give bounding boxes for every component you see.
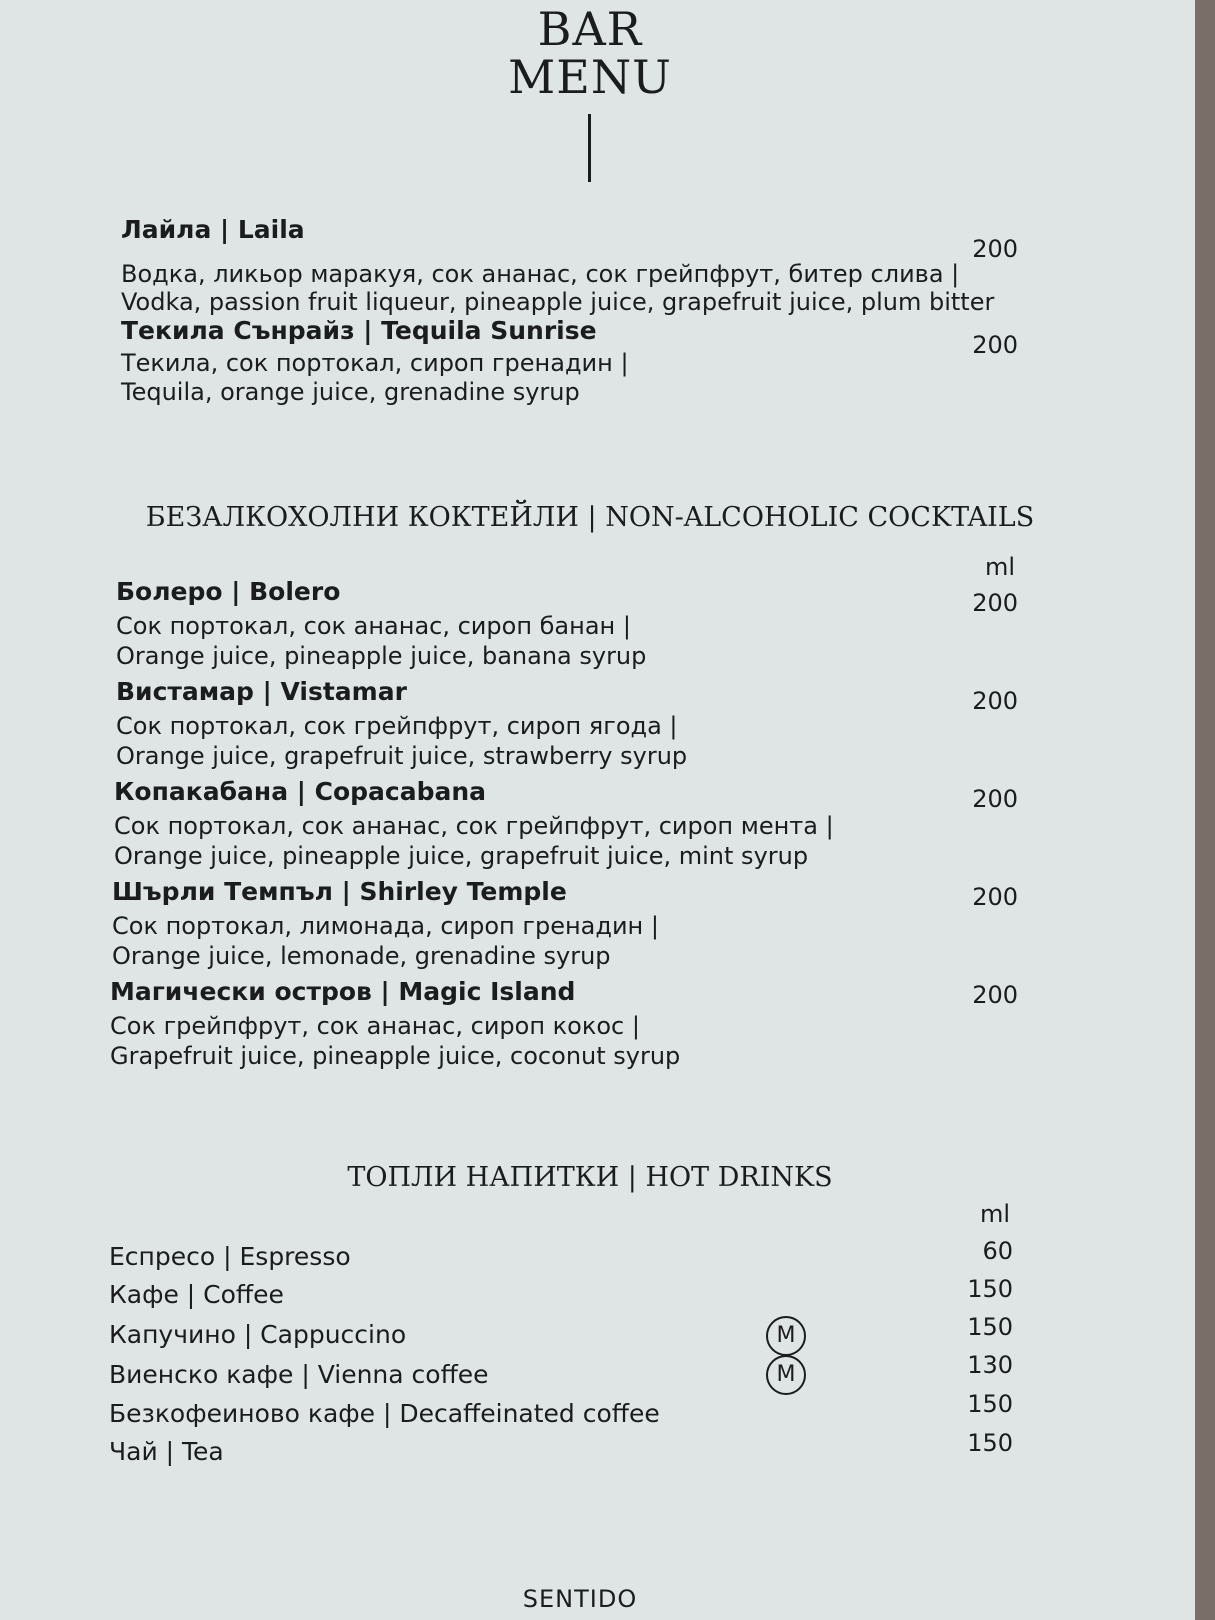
drink-desc-bg: Сок грейпфрут, сок ананас, сироп кокос | [110, 1012, 640, 1040]
drink-name: Копакабана | Copacabana [114, 777, 487, 806]
drink-desc-en: Orange juice, lemonade, grenadine syrup [112, 942, 611, 970]
hot-drink-name: Безкофеиново кафе | Decaffeinated coffee [109, 1399, 660, 1428]
menu-title-bar: BAR [537, 2, 643, 56]
cocktail-volume: 200 [972, 235, 1018, 263]
section-heading-non-alcoholic: БЕЗАЛКОХОЛНИ КОКТЕЙЛИ | NON-ALCOHOLIC COCKTAILS [145, 502, 1035, 533]
hot-drink-volume: 150 [967, 1390, 1013, 1418]
drink-volume: 200 [972, 687, 1018, 715]
drink-name: Болеро | Bolero [116, 577, 341, 606]
drink-volume: 200 [972, 589, 1018, 617]
drink-name: Магически остров | Magic Island [110, 977, 576, 1006]
drink-name: Вистамар | Vistamar [116, 677, 407, 706]
unit-label: ml [984, 553, 1015, 581]
drink-desc-bg: Сок портокал, сок грейпфрут, сироп ягода | [116, 712, 678, 740]
hot-drink-volume: 150 [967, 1313, 1013, 1341]
drink-desc-bg: Сок портокал, сок ананас, сок грейпфрут, сироп мента | [114, 812, 834, 840]
cocktail-desc-en: Vodka, passion fruit liqueur, pineapple juice, grapefruit juice, plum bitter [121, 288, 995, 316]
section-heading-hot-drinks: ТОПЛИ НАПИТКИ | HOT DRINKS [347, 1162, 833, 1193]
hot-drink-volume: 150 [967, 1429, 1013, 1457]
cocktail-name: Текила Сънрайз | Tequila Sunrise [121, 316, 597, 345]
drink-name: Шърли Темпъл | Shirley Temple [112, 877, 567, 906]
hot-drink-name: Капучино | Cappuccino [109, 1320, 407, 1349]
drink-desc-en: Grapefruit juice, pineapple juice, coconut syrup [110, 1042, 681, 1070]
cocktail-desc-bg: Водка, ликьор маракуя, сок ананас, сок грейпфрут, битер слива | [121, 260, 960, 288]
unit-label: ml [979, 1200, 1010, 1228]
cocktail-desc-en: Tequila, orange juice, grenadine syrup [121, 378, 580, 406]
m-badge: M [766, 1316, 806, 1356]
drink-desc-bg: Сок портокал, лимонада, сироп гренадин | [112, 912, 659, 940]
drink-volume: 200 [972, 883, 1018, 911]
hot-drink-name: Кафе | Coffee [109, 1280, 284, 1309]
title-divider [588, 114, 591, 182]
cocktail-volume: 200 [972, 331, 1018, 359]
hot-drink-volume: 60 [982, 1237, 1013, 1265]
hot-drink-name: Виенско кафе | Vienna coffee [109, 1360, 489, 1389]
drink-desc-bg: Сок портокал, сок ананас, сироп банан | [116, 612, 631, 640]
hot-drink-name: Еспресо | Espresso [109, 1242, 351, 1271]
brand-footer: SENTIDO [522, 1585, 638, 1613]
hot-drink-volume: 130 [967, 1351, 1013, 1379]
m-badge: M [766, 1355, 806, 1395]
table-background [1195, 0, 1215, 1620]
hot-drink-volume: 150 [967, 1275, 1013, 1303]
menu-title-menu: MENU [508, 50, 672, 104]
cocktail-desc-bg: Текила, сок портокал, сироп гренадин | [121, 349, 629, 377]
drink-volume: 200 [972, 981, 1018, 1009]
drink-desc-en: Orange juice, pineapple juice, grapefruit juice, mint syrup [114, 842, 809, 870]
cocktail-name: Лайла | Laila [121, 215, 305, 244]
drink-volume: 200 [972, 785, 1018, 813]
drink-desc-en: Orange juice, pineapple juice, banana syrup [116, 642, 647, 670]
hot-drink-name: Чай | Tea [109, 1437, 224, 1466]
drink-desc-en: Orange juice, grapefruit juice, strawberry syrup [116, 742, 688, 770]
